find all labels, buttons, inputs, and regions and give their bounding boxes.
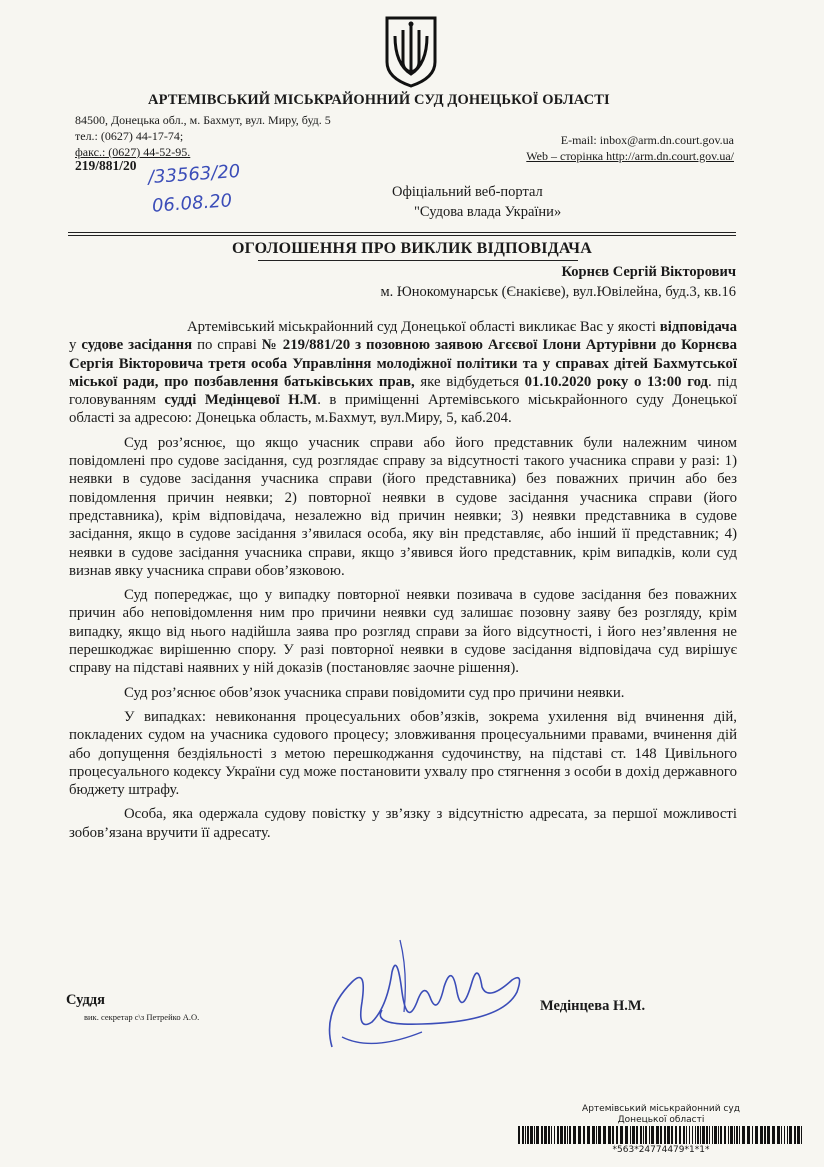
paragraph-duty: Суд роз’яснює обов’язок учасника справи повідомити суд про причини неявки.	[124, 684, 625, 701]
handwritten-date: 06.08.20	[151, 190, 233, 217]
barcode-code: *563*24774479*1*1*	[612, 1145, 710, 1155]
paragraph-absence-rules: Суд роз’яснює, що якщо учасник справи або його представник були належним чином повідомлені про судове засідання, суд розглядає справу за відсутності такого учасника справи у разі: 1) неявки в судове засідання учасника справи (його представника) без поважних причин або без повідомлення причин неявки; 2) повторної неявки в судове засідання учасника справи (його представника), крім відповідача, незалежно від причин неявки; 3) неявки представника в судове засідання, якщо в судове засідання з’явилася особа, яку він представляє, або інший її представник; 4) неявки в судове засідання учасника справи, якщо з’явився його представник, крім випадків, коли суд визнав явку учасника справи обов’язковою.	[69, 434, 737, 579]
notice-title: ОГОЛОШЕННЯ ПРО ВИКЛИК ВІДПОВІДАЧА	[232, 240, 592, 257]
addressee-address: м. Юнокомунарськ (Єнакієве), вул.Ювілейна, буд.3, кв.16	[380, 284, 736, 300]
handwritten-signature	[312, 932, 532, 1062]
barcode	[518, 1126, 804, 1144]
divider	[68, 232, 736, 233]
court-email: E-mail: inbox@arm.dn.court.gov.ua	[560, 133, 734, 147]
court-address-block	[75, 112, 331, 160]
coat-of-arms-icon	[383, 14, 439, 90]
signature-role: Суддя	[66, 992, 105, 1008]
secretary-note: вик. секретар с\з Петрейко А.О.	[84, 1012, 200, 1022]
court-website: Web – сторінка http://arm.dn.court.gov.ua/	[526, 149, 734, 163]
case-reference: 219/881/20	[75, 158, 137, 173]
court-phone: тел.: (0627) 44-17-74;	[75, 129, 184, 143]
court-name: АРТЕМІВСЬКИЙ МІСЬКРАЙОННИЙ СУД ДОНЕЦЬКОЇ ОБЛАСТІ	[148, 92, 610, 108]
court-address: 84500, Донецька обл., м. Бахмут, вул. Миру, буд. 5	[75, 113, 331, 127]
stamp-line-1: Артемівський міськрайонний суд	[582, 1104, 740, 1114]
court-stamp	[518, 1104, 804, 1126]
judge-name: Медінцева Н.М.	[540, 998, 646, 1014]
paragraph-delivery: Особа, яка одержала судову повістку у зв’язку з відсутністю адресата, за першої можливості зобов’язана вручити її адресату.	[69, 806, 737, 841]
notice-body	[69, 318, 737, 848]
recipient-block	[392, 182, 561, 222]
divider	[68, 235, 736, 236]
court-fax: факс.: (0627) 44-52-95.	[75, 145, 191, 159]
addressee-name: Корнєв Сергій Вікторович	[561, 264, 736, 280]
handwritten-outgoing-number: /33563/20	[147, 160, 241, 189]
recipient-line-1: Офіціальний веб-портал	[392, 184, 543, 200]
paragraph-fines: У випадках: невиконання процесуальних обов’язків, зокрема ухилення від вчинення дій, покладених судом на учасника судового процесу; зловживання процесуальними правами, вчинення дій або допущення бездіяльності з метою перешкоджання судочинству, на підставі ст. 148 Цивільного процесуального кодексу України суд може постановити ухвалу про стягнення з особи в дохід державного бюджету штрафу.	[69, 708, 737, 799]
stamp-line-2: Донецької області	[617, 1115, 705, 1125]
title-underline	[258, 260, 578, 261]
paragraph-warning: Суд попереджає, що у випадку повторної неявки позивача в судове засідання без поважних причин або неповідомлення ним про причини неявки суд залишає позовну заяву без розгляду, крім випадку, якщо від нього надійшла заява про розгляд справи за його відсутності, і його нез’явлення не перешкоджає вирішенню спору. У разі повторної неявки в судове засідання відповідача суд вирішує справу на підставі наявних у ній доказів (постановляє заочне рішення).	[69, 587, 737, 677]
paragraph-summons: Артемівський міськрайонний суд Донецької області викликає Вас у якості відповідача у судове засідання по справі № 219/881/20 з позовною заявою Агєєвої Ілони Артурівни до Корнєва Сергія Вікторовича третя особа Управління молодіжної політики та у справах дітей Бахмутської міської ради, про позбавлення батьківських прав, яке відбудеться 01.10.2020 року о 13:00 год. під головуванням судді Медінцевої Н.М. в приміщенні Артемівського міськрайонного суду Донецької області за адресою: Донецька область, м.Бахмут, вул.Миру, 5, каб.204.	[69, 319, 737, 427]
court-contacts	[526, 132, 734, 164]
recipient-line-2: "Судова влада України»	[414, 204, 562, 220]
